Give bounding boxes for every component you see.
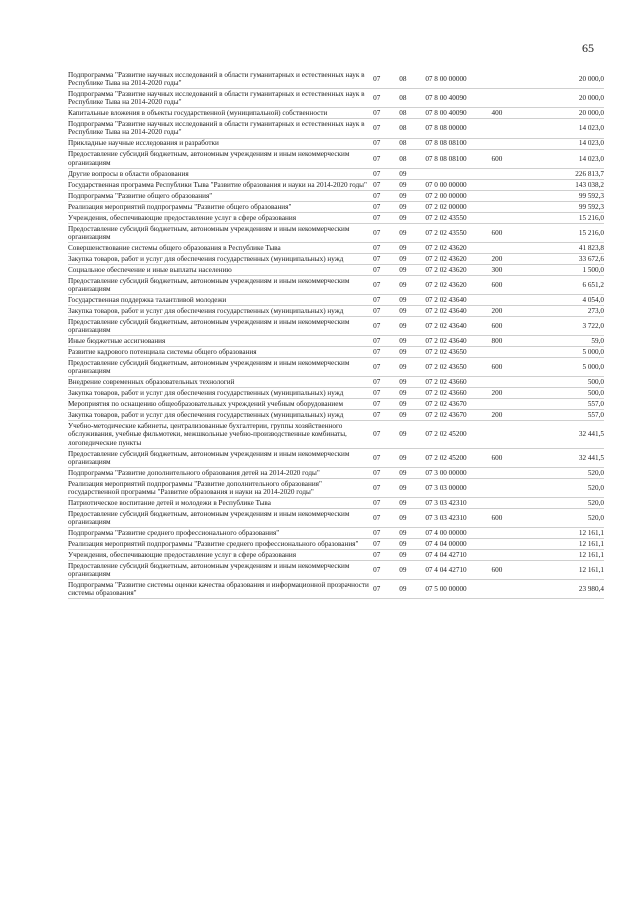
row-section-code: 07 — [373, 358, 399, 377]
row-amount: 32 441,5 — [532, 421, 604, 448]
row-section-code: 07 — [373, 497, 399, 508]
row-amount: 500,0 — [532, 388, 604, 399]
row-expense-type — [492, 467, 532, 478]
row-target-article: 07 4 04 42710 — [425, 550, 491, 561]
table-row — [68, 89, 604, 108]
row-amount: 12 161,1 — [532, 550, 604, 561]
table-row — [68, 179, 604, 190]
table-row — [68, 223, 604, 242]
row-target-article: 07 2 02 43660 — [425, 377, 491, 388]
row-target-article: 07 3 03 42310 — [425, 497, 491, 508]
row-name: Подпрограмма "Развитие среднего профессионального образования" — [68, 528, 373, 539]
row-expense-type: 300 — [492, 264, 532, 275]
row-expense-type — [492, 119, 532, 138]
row-section-code: 07 — [373, 275, 399, 294]
row-amount: 12 161,1 — [532, 561, 604, 580]
row-target-article: 07 2 02 43660 — [425, 388, 491, 399]
row-name: Реализация мероприятий подпрограммы "Развитие дополнительного образования" государственной программы "Развитие образования и науки на 2014-2020 годы" — [68, 478, 373, 497]
row-expense-type — [492, 89, 532, 108]
row-subsection-code: 09 — [399, 242, 425, 253]
row-subsection-code: 09 — [399, 550, 425, 561]
row-name: Капитальные вложения в объекты государственной (муниципальной) собственности — [68, 108, 373, 119]
row-name: Прикладные научные исследования и разработки — [68, 138, 373, 149]
row-target-article: 07 8 00 40090 — [425, 89, 491, 108]
row-expense-type — [492, 539, 532, 550]
row-subsection-code: 09 — [399, 561, 425, 580]
row-name: Социальное обеспечение и иные выплаты населению — [68, 264, 373, 275]
row-name: Учреждения, обеспечивающие предоставление услуг в сфере образования — [68, 550, 373, 561]
row-subsection-code: 09 — [399, 497, 425, 508]
row-expense-type: 600 — [492, 358, 532, 377]
row-subsection-code: 09 — [399, 190, 425, 201]
row-section-code: 07 — [373, 388, 399, 399]
row-expense-type — [492, 190, 532, 201]
row-expense-type: 600 — [492, 448, 532, 467]
row-expense-type — [492, 550, 532, 561]
row-expense-type: 200 — [492, 253, 532, 264]
row-expense-type — [492, 168, 532, 179]
row-target-article: 07 2 02 43620 — [425, 264, 491, 275]
row-expense-type — [492, 70, 532, 89]
table-row — [68, 358, 604, 377]
row-section-code: 07 — [373, 253, 399, 264]
row-section-code: 07 — [373, 70, 399, 89]
table-row — [68, 305, 604, 316]
row-subsection-code: 09 — [399, 539, 425, 550]
row-target-article: 07 2 02 43640 — [425, 305, 491, 316]
row-name: Совершенствование системы общего образования в Республике Тыва — [68, 242, 373, 253]
row-amount: 520,0 — [532, 478, 604, 497]
row-section-code: 07 — [373, 201, 399, 212]
row-expense-type: 600 — [492, 316, 532, 335]
row-target-article: 07 2 02 43640 — [425, 294, 491, 305]
row-amount: 14 023,0 — [532, 149, 604, 168]
row-subsection-code: 09 — [399, 580, 425, 599]
row-expense-type: 200 — [492, 410, 532, 421]
row-expense-type — [492, 294, 532, 305]
row-section-code: 07 — [373, 149, 399, 168]
row-amount: 12 161,1 — [532, 528, 604, 539]
row-amount: 15 216,0 — [532, 223, 604, 242]
table-row — [68, 580, 604, 599]
table-row — [68, 190, 604, 201]
row-subsection-code: 08 — [399, 70, 425, 89]
row-subsection-code: 08 — [399, 138, 425, 149]
row-expense-type — [492, 478, 532, 497]
row-expense-type: 600 — [492, 508, 532, 527]
row-subsection-code: 09 — [399, 264, 425, 275]
table-row — [68, 539, 604, 550]
row-subsection-code: 09 — [399, 347, 425, 358]
row-name: Развитие кадрового потенциала системы общего образования — [68, 347, 373, 358]
row-amount: 4 054,0 — [532, 294, 604, 305]
table-row — [68, 410, 604, 421]
row-subsection-code: 08 — [399, 89, 425, 108]
row-section-code: 07 — [373, 316, 399, 335]
table-row — [68, 550, 604, 561]
row-name: Предоставление субсидий бюджетным, автономным учреждениям и иным некоммерческим организациям — [68, 223, 373, 242]
row-subsection-code: 09 — [399, 410, 425, 421]
table-row — [68, 528, 604, 539]
row-amount: 99 592,3 — [532, 201, 604, 212]
table-row — [68, 448, 604, 467]
table-row — [68, 108, 604, 119]
row-amount: 520,0 — [532, 508, 604, 527]
row-amount: 99 592,3 — [532, 190, 604, 201]
row-target-article: 07 8 00 00000 — [425, 70, 491, 89]
row-name: Предоставление субсидий бюджетным, автономным учреждениям и иным некоммерческим организациям — [68, 508, 373, 527]
row-target-article: 07 3 03 00000 — [425, 478, 491, 497]
row-subsection-code: 09 — [399, 421, 425, 448]
row-expense-type: 800 — [492, 336, 532, 347]
row-name: Подпрограмма "Развитие научных исследований в области гуманитарных и естественных наук в Республике Тыва на 2014-2020 годы" — [68, 119, 373, 138]
row-amount: 20 000,0 — [532, 108, 604, 119]
table-row — [68, 478, 604, 497]
row-name: Подпрограмма "Развитие научных исследований в области гуманитарных и естественных наук в Республике Тыва на 2014-2020 годы" — [68, 70, 373, 89]
row-subsection-code: 09 — [399, 212, 425, 223]
table-row — [68, 467, 604, 478]
row-section-code: 07 — [373, 294, 399, 305]
row-name: Мероприятия по оснащению общеобразовательных учреждений учебным оборудованием — [68, 399, 373, 410]
row-target-article: 07 2 02 43650 — [425, 347, 491, 358]
row-name: Реализация мероприятий подпрограммы "Развитие общего образования" — [68, 201, 373, 212]
row-amount: 143 038,2 — [532, 179, 604, 190]
table-row — [68, 316, 604, 335]
row-section-code: 07 — [373, 467, 399, 478]
row-name: Предоставление субсидий бюджетным, автономным учреждениям и иным некоммерческим организациям — [68, 448, 373, 467]
row-target-article: 07 2 02 43620 — [425, 253, 491, 264]
row-amount: 3 722,0 — [532, 316, 604, 335]
row-section-code: 07 — [373, 550, 399, 561]
table-row — [68, 347, 604, 358]
row-amount: 557,0 — [532, 399, 604, 410]
row-expense-type: 600 — [492, 149, 532, 168]
row-expense-type — [492, 497, 532, 508]
row-amount: 273,0 — [532, 305, 604, 316]
row-target-article: 07 5 00 00000 — [425, 580, 491, 599]
row-amount: 5 000,0 — [532, 358, 604, 377]
row-subsection-code: 09 — [399, 168, 425, 179]
table-row — [68, 561, 604, 580]
row-name: Государственная поддержка талантливой молодежи — [68, 294, 373, 305]
row-target-article: 07 2 02 43670 — [425, 399, 491, 410]
table-row — [68, 70, 604, 89]
row-section-code: 07 — [373, 508, 399, 527]
row-name: Предоставление субсидий бюджетным, автономным учреждениям и иным некоммерческим организациям — [68, 561, 373, 580]
row-amount: 23 980,4 — [532, 580, 604, 599]
row-expense-type: 600 — [492, 561, 532, 580]
row-target-article: 07 2 02 43640 — [425, 336, 491, 347]
row-subsection-code: 09 — [399, 275, 425, 294]
row-target-article: 07 2 02 43650 — [425, 358, 491, 377]
row-target-article: 07 8 08 08100 — [425, 149, 491, 168]
table-row — [68, 294, 604, 305]
row-subsection-code: 09 — [399, 388, 425, 399]
row-subsection-code: 09 — [399, 448, 425, 467]
row-name: Учреждения, обеспечивающие предоставление услуг в сфере образования — [68, 212, 373, 223]
row-amount: 20 000,0 — [532, 70, 604, 89]
row-section-code: 07 — [373, 528, 399, 539]
row-subsection-code: 09 — [399, 336, 425, 347]
row-name: Подпрограмма "Развитие системы оценки качества образования и информационной прозрачности системы образования" — [68, 580, 373, 599]
row-amount: 520,0 — [532, 467, 604, 478]
row-expense-type — [492, 242, 532, 253]
table-row — [68, 399, 604, 410]
row-target-article: 07 8 08 08100 — [425, 138, 491, 149]
row-subsection-code: 09 — [399, 478, 425, 497]
row-section-code: 07 — [373, 539, 399, 550]
row-section-code: 07 — [373, 119, 399, 138]
row-name: Учебно-методические кабинеты, централизованные бухгалтерии, группы хозяйственного обслуживания, учебные фильмотеки, межшкольные учебно-производственные комбинаты, логопедические пункты — [68, 421, 373, 448]
row-section-code: 07 — [373, 478, 399, 497]
row-target-article: 07 2 02 43620 — [425, 275, 491, 294]
row-expense-type: 200 — [492, 388, 532, 399]
row-section-code: 07 — [373, 242, 399, 253]
row-target-article: 07 4 04 42710 — [425, 561, 491, 580]
row-expense-type — [492, 377, 532, 388]
row-section-code: 07 — [373, 168, 399, 179]
row-target-article: 07 3 00 00000 — [425, 467, 491, 478]
row-section-code: 07 — [373, 336, 399, 347]
budget-table-body — [68, 70, 604, 599]
row-target-article: 07 2 02 43620 — [425, 242, 491, 253]
row-amount: 59,0 — [532, 336, 604, 347]
table-row — [68, 168, 604, 179]
table-row — [68, 275, 604, 294]
row-amount: 15 216,0 — [532, 212, 604, 223]
row-amount: 12 161,1 — [532, 539, 604, 550]
row-name: Закупка товаров, работ и услуг для обеспечения государственных (муниципальных) нужд — [68, 388, 373, 399]
table-row — [68, 377, 604, 388]
row-section-code: 07 — [373, 138, 399, 149]
row-section-code: 07 — [373, 179, 399, 190]
row-name: Реализация мероприятий подпрограммы "Развитие среднего профессионального образования" — [68, 539, 373, 550]
table-row — [68, 119, 604, 138]
row-target-article: 07 2 02 43670 — [425, 410, 491, 421]
row-name: Внедрение современных образовательных технологий — [68, 377, 373, 388]
table-row — [68, 264, 604, 275]
row-name: Патриотическое воспитание детей и молодежи в Республике Тыва — [68, 497, 373, 508]
row-target-article: 07 4 00 00000 — [425, 528, 491, 539]
row-name: Закупка товаров, работ и услуг для обеспечения государственных (муниципальных) нужд — [68, 253, 373, 264]
row-name: Предоставление субсидий бюджетным, автономным учреждениям и иным некоммерческим организациям — [68, 358, 373, 377]
table-row — [68, 212, 604, 223]
row-section-code: 07 — [373, 561, 399, 580]
row-name: Предоставление субсидий бюджетным, автономным учреждениям и иным некоммерческим организациям — [68, 275, 373, 294]
row-subsection-code: 09 — [399, 253, 425, 264]
row-subsection-code: 09 — [399, 399, 425, 410]
table-row — [68, 201, 604, 212]
row-target-article: 07 3 03 42310 — [425, 508, 491, 527]
row-subsection-code: 09 — [399, 305, 425, 316]
row-amount: 6 651,2 — [532, 275, 604, 294]
row-name: Государственная программа Республики Тыва "Развитие образования и науки на 2014-2020 годы" — [68, 179, 373, 190]
row-expense-type — [492, 528, 532, 539]
row-expense-type: 200 — [492, 305, 532, 316]
row-target-article: 07 2 02 45200 — [425, 448, 491, 467]
row-subsection-code: 08 — [399, 149, 425, 168]
row-amount: 557,0 — [532, 410, 604, 421]
row-amount: 1 500,0 — [532, 264, 604, 275]
table-row — [68, 149, 604, 168]
row-subsection-code: 09 — [399, 223, 425, 242]
row-amount: 520,0 — [532, 497, 604, 508]
row-section-code: 07 — [373, 377, 399, 388]
row-name: Подпрограмма "Развитие научных исследований в области гуманитарных и естественных наук в Республике Тыва на 2014-2020 годы" — [68, 89, 373, 108]
row-name: Предоставление субсидий бюджетным, автономным учреждениям и иным некоммерческим организациям — [68, 316, 373, 335]
row-name: Иные бюджетные ассигнования — [68, 336, 373, 347]
row-subsection-code: 09 — [399, 377, 425, 388]
row-section-code: 07 — [373, 347, 399, 358]
row-expense-type — [492, 201, 532, 212]
row-section-code: 07 — [373, 264, 399, 275]
budget-table — [68, 70, 604, 599]
row-name: Закупка товаров, работ и услуг для обеспечения государственных (муниципальных) нужд — [68, 305, 373, 316]
table-row — [68, 336, 604, 347]
row-subsection-code: 09 — [399, 508, 425, 527]
row-expense-type — [492, 421, 532, 448]
row-expense-type — [492, 138, 532, 149]
row-subsection-code: 08 — [399, 119, 425, 138]
table-row — [68, 138, 604, 149]
row-section-code: 07 — [373, 89, 399, 108]
row-target-article: 07 2 02 45200 — [425, 421, 491, 448]
row-expense-type: 600 — [492, 275, 532, 294]
row-section-code: 07 — [373, 212, 399, 223]
row-amount: 33 672,6 — [532, 253, 604, 264]
row-subsection-code: 09 — [399, 316, 425, 335]
row-section-code: 07 — [373, 305, 399, 316]
row-target-article: 07 8 08 00000 — [425, 119, 491, 138]
row-expense-type: 600 — [492, 223, 532, 242]
row-subsection-code: 09 — [399, 528, 425, 539]
row-section-code: 07 — [373, 421, 399, 448]
row-section-code: 07 — [373, 399, 399, 410]
row-target-article: 07 2 02 43640 — [425, 316, 491, 335]
row-name: Подпрограмма "Развитие общего образования" — [68, 190, 373, 201]
row-section-code: 07 — [373, 108, 399, 119]
row-expense-type — [492, 580, 532, 599]
row-target-article: 07 8 00 40090 — [425, 108, 491, 119]
row-name: Закупка товаров, работ и услуг для обеспечения государственных (муниципальных) нужд — [68, 410, 373, 421]
table-row — [68, 242, 604, 253]
table-row — [68, 421, 604, 448]
table-row — [68, 253, 604, 264]
row-amount: 41 823,8 — [532, 242, 604, 253]
row-name: Подпрограмма "Развитие дополнительного образования детей на 2014-2020 годы" — [68, 467, 373, 478]
table-row — [68, 508, 604, 527]
row-section-code: 07 — [373, 190, 399, 201]
row-subsection-code: 09 — [399, 179, 425, 190]
row-section-code: 07 — [373, 448, 399, 467]
row-target-article — [425, 168, 491, 179]
row-section-code: 07 — [373, 410, 399, 421]
row-target-article: 07 2 02 00000 — [425, 201, 491, 212]
row-name: Предоставление субсидий бюджетным, автономным учреждениям и иным некоммерческим организациям — [68, 149, 373, 168]
row-amount: 14 023,0 — [532, 138, 604, 149]
row-target-article: 07 2 02 43550 — [425, 223, 491, 242]
row-expense-type: 400 — [492, 108, 532, 119]
row-expense-type — [492, 179, 532, 190]
row-subsection-code: 09 — [399, 467, 425, 478]
row-expense-type — [492, 212, 532, 223]
row-subsection-code: 09 — [399, 294, 425, 305]
row-amount: 14 023,0 — [532, 119, 604, 138]
row-target-article: 07 4 04 00000 — [425, 539, 491, 550]
page-number: 65 — [582, 41, 594, 55]
row-subsection-code: 08 — [399, 108, 425, 119]
row-amount: 226 813,7 — [532, 168, 604, 179]
row-amount: 5 000,0 — [532, 347, 604, 358]
row-subsection-code: 09 — [399, 358, 425, 377]
row-target-article: 07 2 02 43550 — [425, 212, 491, 223]
row-section-code: 07 — [373, 580, 399, 599]
row-amount: 20 000,0 — [532, 89, 604, 108]
table-row — [68, 388, 604, 399]
row-expense-type — [492, 347, 532, 358]
row-section-code: 07 — [373, 223, 399, 242]
row-amount: 500,0 — [532, 377, 604, 388]
row-name: Другие вопросы в области образования — [68, 168, 373, 179]
table-row — [68, 497, 604, 508]
row-target-article: 07 0 00 00000 — [425, 179, 491, 190]
row-expense-type — [492, 399, 532, 410]
row-subsection-code: 09 — [399, 201, 425, 212]
row-target-article: 07 2 00 00000 — [425, 190, 491, 201]
row-amount: 32 441,5 — [532, 448, 604, 467]
